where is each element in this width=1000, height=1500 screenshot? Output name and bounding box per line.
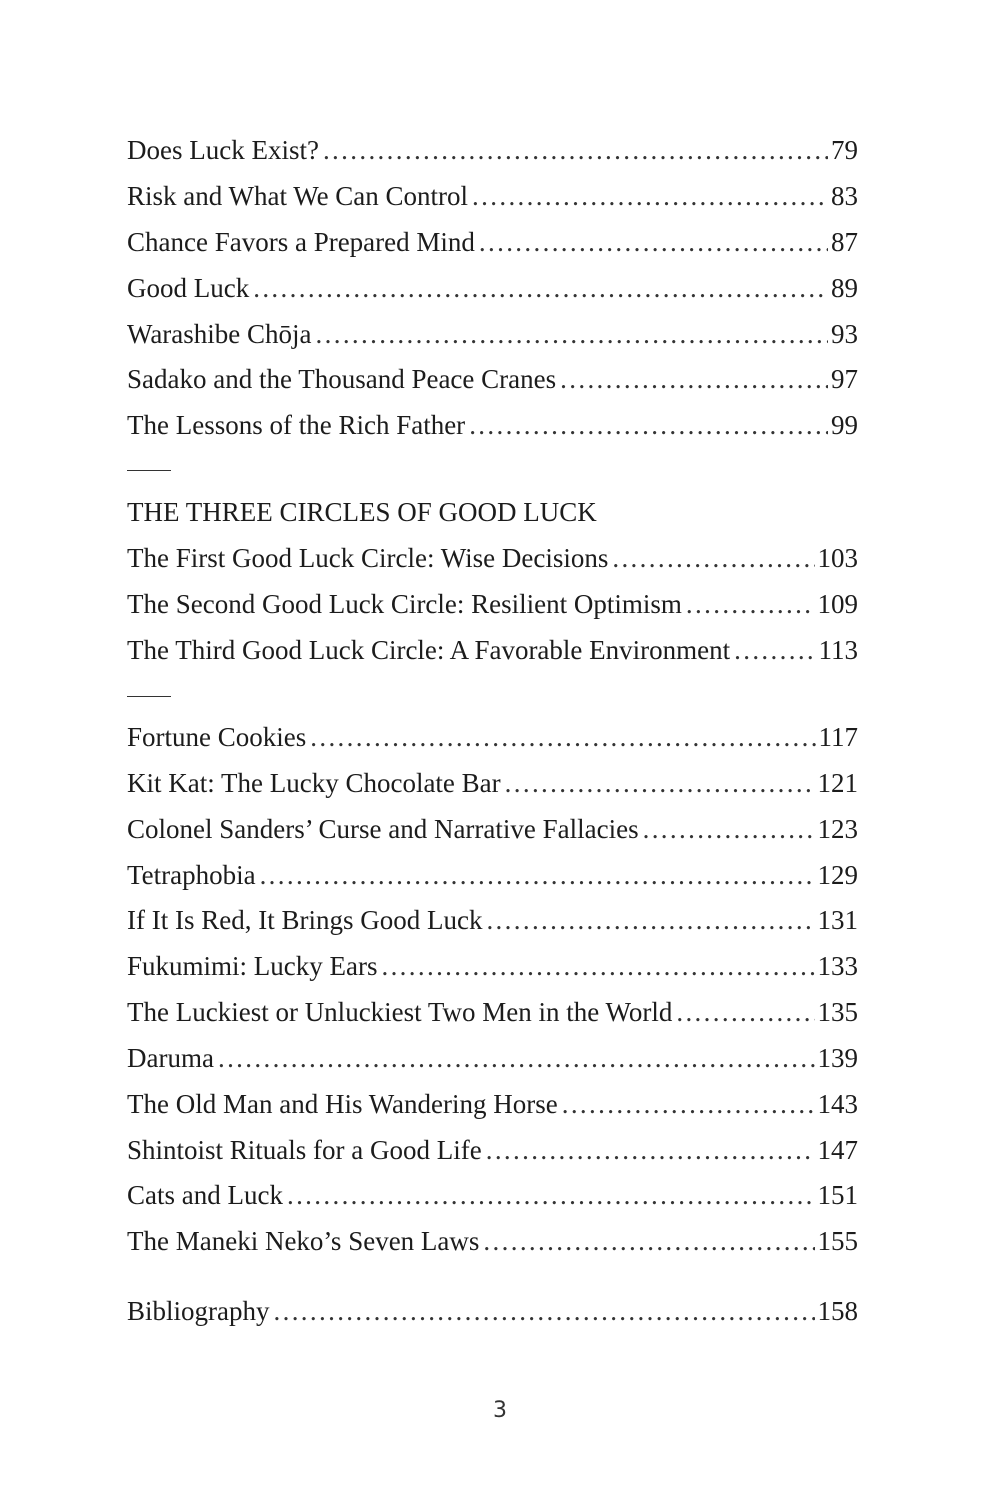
dot-leader — [260, 855, 815, 895]
section-divider — [127, 696, 171, 697]
toc-entry-title: Warashibe Chōja — [127, 319, 312, 349]
toc-entry-title: The Old Man and His Wandering Horse — [127, 1089, 558, 1119]
toc-entry-page: 139 — [817, 1043, 858, 1073]
toc-entry — [127, 809, 858, 849]
toc-entry — [127, 1175, 858, 1215]
toc-entry-page: 147 — [817, 1135, 858, 1165]
dot-leader — [469, 405, 828, 445]
dot-leader — [472, 176, 828, 216]
toc-entry-page: 131 — [817, 905, 858, 935]
toc-entry-page: 113 — [818, 635, 858, 665]
toc-entry-title: The First Good Luck Circle: Wise Decisions — [127, 543, 609, 573]
dot-leader — [612, 538, 814, 578]
toc-entry-title: The Maneki Neko’s Seven Laws — [127, 1226, 480, 1256]
toc-entry-title: Sadako and the Thousand Peace Cranes — [127, 364, 557, 394]
toc-entry — [127, 584, 858, 624]
toc-entry — [127, 900, 858, 940]
toc-entry-title: Shintoist Rituals for a Good Life — [127, 1135, 482, 1165]
toc-entry-page: 121 — [817, 768, 858, 798]
toc-entry — [127, 314, 858, 354]
dot-leader — [643, 809, 815, 849]
toc-entry-title: Good Luck — [127, 273, 250, 303]
toc-entry — [127, 176, 858, 216]
toc-entry — [127, 630, 858, 670]
toc-entry-title: If It Is Red, It Brings Good Luck — [127, 905, 483, 935]
toc-entry — [127, 717, 858, 757]
toc-entry-title: Colonel Sanders’ Curse and Narrative Fallacies — [127, 814, 639, 844]
section-divider — [127, 470, 171, 471]
toc-entry-page: 123 — [817, 814, 858, 844]
toc-entry-title: Kit Kat: The Lucky Chocolate Bar — [127, 768, 501, 798]
toc-entry-title: The Third Good Luck Circle: A Favorable Environment — [127, 635, 731, 665]
toc-entry-title: Chance Favors a Prepared Mind — [127, 227, 475, 257]
dot-leader — [686, 584, 815, 624]
dot-leader — [483, 1221, 814, 1261]
toc-entry-page: 87 — [831, 227, 858, 257]
toc-entry — [127, 1221, 858, 1261]
dot-leader — [323, 130, 828, 170]
section-heading: THE THREE CIRCLES OF GOOD LUCK — [127, 497, 597, 527]
toc-entry — [127, 992, 858, 1032]
toc-entry-title: Does Luck Exist? — [127, 135, 319, 165]
toc-entry-bibliography — [127, 1291, 858, 1331]
dot-leader — [734, 630, 815, 670]
toc-entry-page: 97 — [831, 364, 858, 394]
dot-leader — [505, 763, 815, 803]
toc-entry-page: 155 — [817, 1226, 858, 1256]
toc-entry — [127, 130, 858, 170]
toc-entry — [127, 855, 858, 895]
toc-entry-page: 79 — [831, 135, 858, 165]
toc-entry-title: Fortune Cookies — [127, 722, 307, 752]
toc-entry — [127, 946, 858, 986]
dot-leader — [381, 946, 814, 986]
dot-leader — [486, 1130, 815, 1170]
dot-leader — [479, 222, 828, 262]
dot-leader — [218, 1038, 815, 1078]
dot-leader — [287, 1175, 815, 1215]
toc-entry-title: The Luckiest or Unluckiest Two Men in the World — [127, 997, 673, 1027]
toc-entry — [127, 538, 858, 578]
dot-leader — [253, 268, 828, 308]
toc-entry-page: 89 — [831, 273, 858, 303]
toc-entry-page: 151 — [817, 1180, 858, 1210]
dot-leader — [274, 1291, 815, 1331]
dot-leader — [486, 900, 814, 940]
toc-entry-title: The Lessons of the Rich Father — [127, 410, 466, 440]
dot-leader — [310, 717, 815, 757]
toc-entry-title: Cats and Luck — [127, 1180, 283, 1210]
toc-entry-page: 93 — [831, 319, 858, 349]
toc-entry-title: Tetraphobia — [127, 860, 256, 890]
toc-entry-page: 158 — [817, 1296, 858, 1326]
toc-entry-page: 109 — [817, 589, 858, 619]
toc-entry-title: Fukumimi: Lucky Ears — [127, 951, 378, 981]
toc-entry-title: The Second Good Luck Circle: Resilient Optimism — [127, 589, 682, 619]
toc-entry — [127, 268, 858, 308]
toc-entry — [127, 1038, 858, 1078]
dot-leader — [560, 359, 828, 399]
toc-entry-page: 103 — [817, 543, 858, 573]
toc-entry-page: 133 — [817, 951, 858, 981]
toc-entry — [127, 1084, 858, 1124]
dot-leader — [316, 314, 828, 354]
toc-entry — [127, 359, 858, 399]
toc-entry-page: 129 — [817, 860, 858, 890]
dot-leader — [562, 1084, 815, 1124]
toc-entry-title: Bibliography — [127, 1296, 270, 1326]
toc-entry — [127, 763, 858, 803]
toc-entry — [127, 405, 858, 445]
toc-entry-page: 135 — [817, 997, 858, 1027]
toc-entry — [127, 222, 858, 262]
dot-leader — [676, 992, 814, 1032]
toc-entry-title: Risk and What We Can Control — [127, 181, 469, 211]
toc-entry-page: 83 — [831, 181, 858, 211]
toc-entry-page: 99 — [831, 410, 858, 440]
toc-entry-page: 143 — [817, 1089, 858, 1119]
toc-entry-page: 117 — [818, 722, 858, 752]
toc-entry — [127, 1130, 858, 1170]
toc-entry-title: Daruma — [127, 1043, 214, 1073]
page-number: 3 — [493, 1398, 507, 1423]
